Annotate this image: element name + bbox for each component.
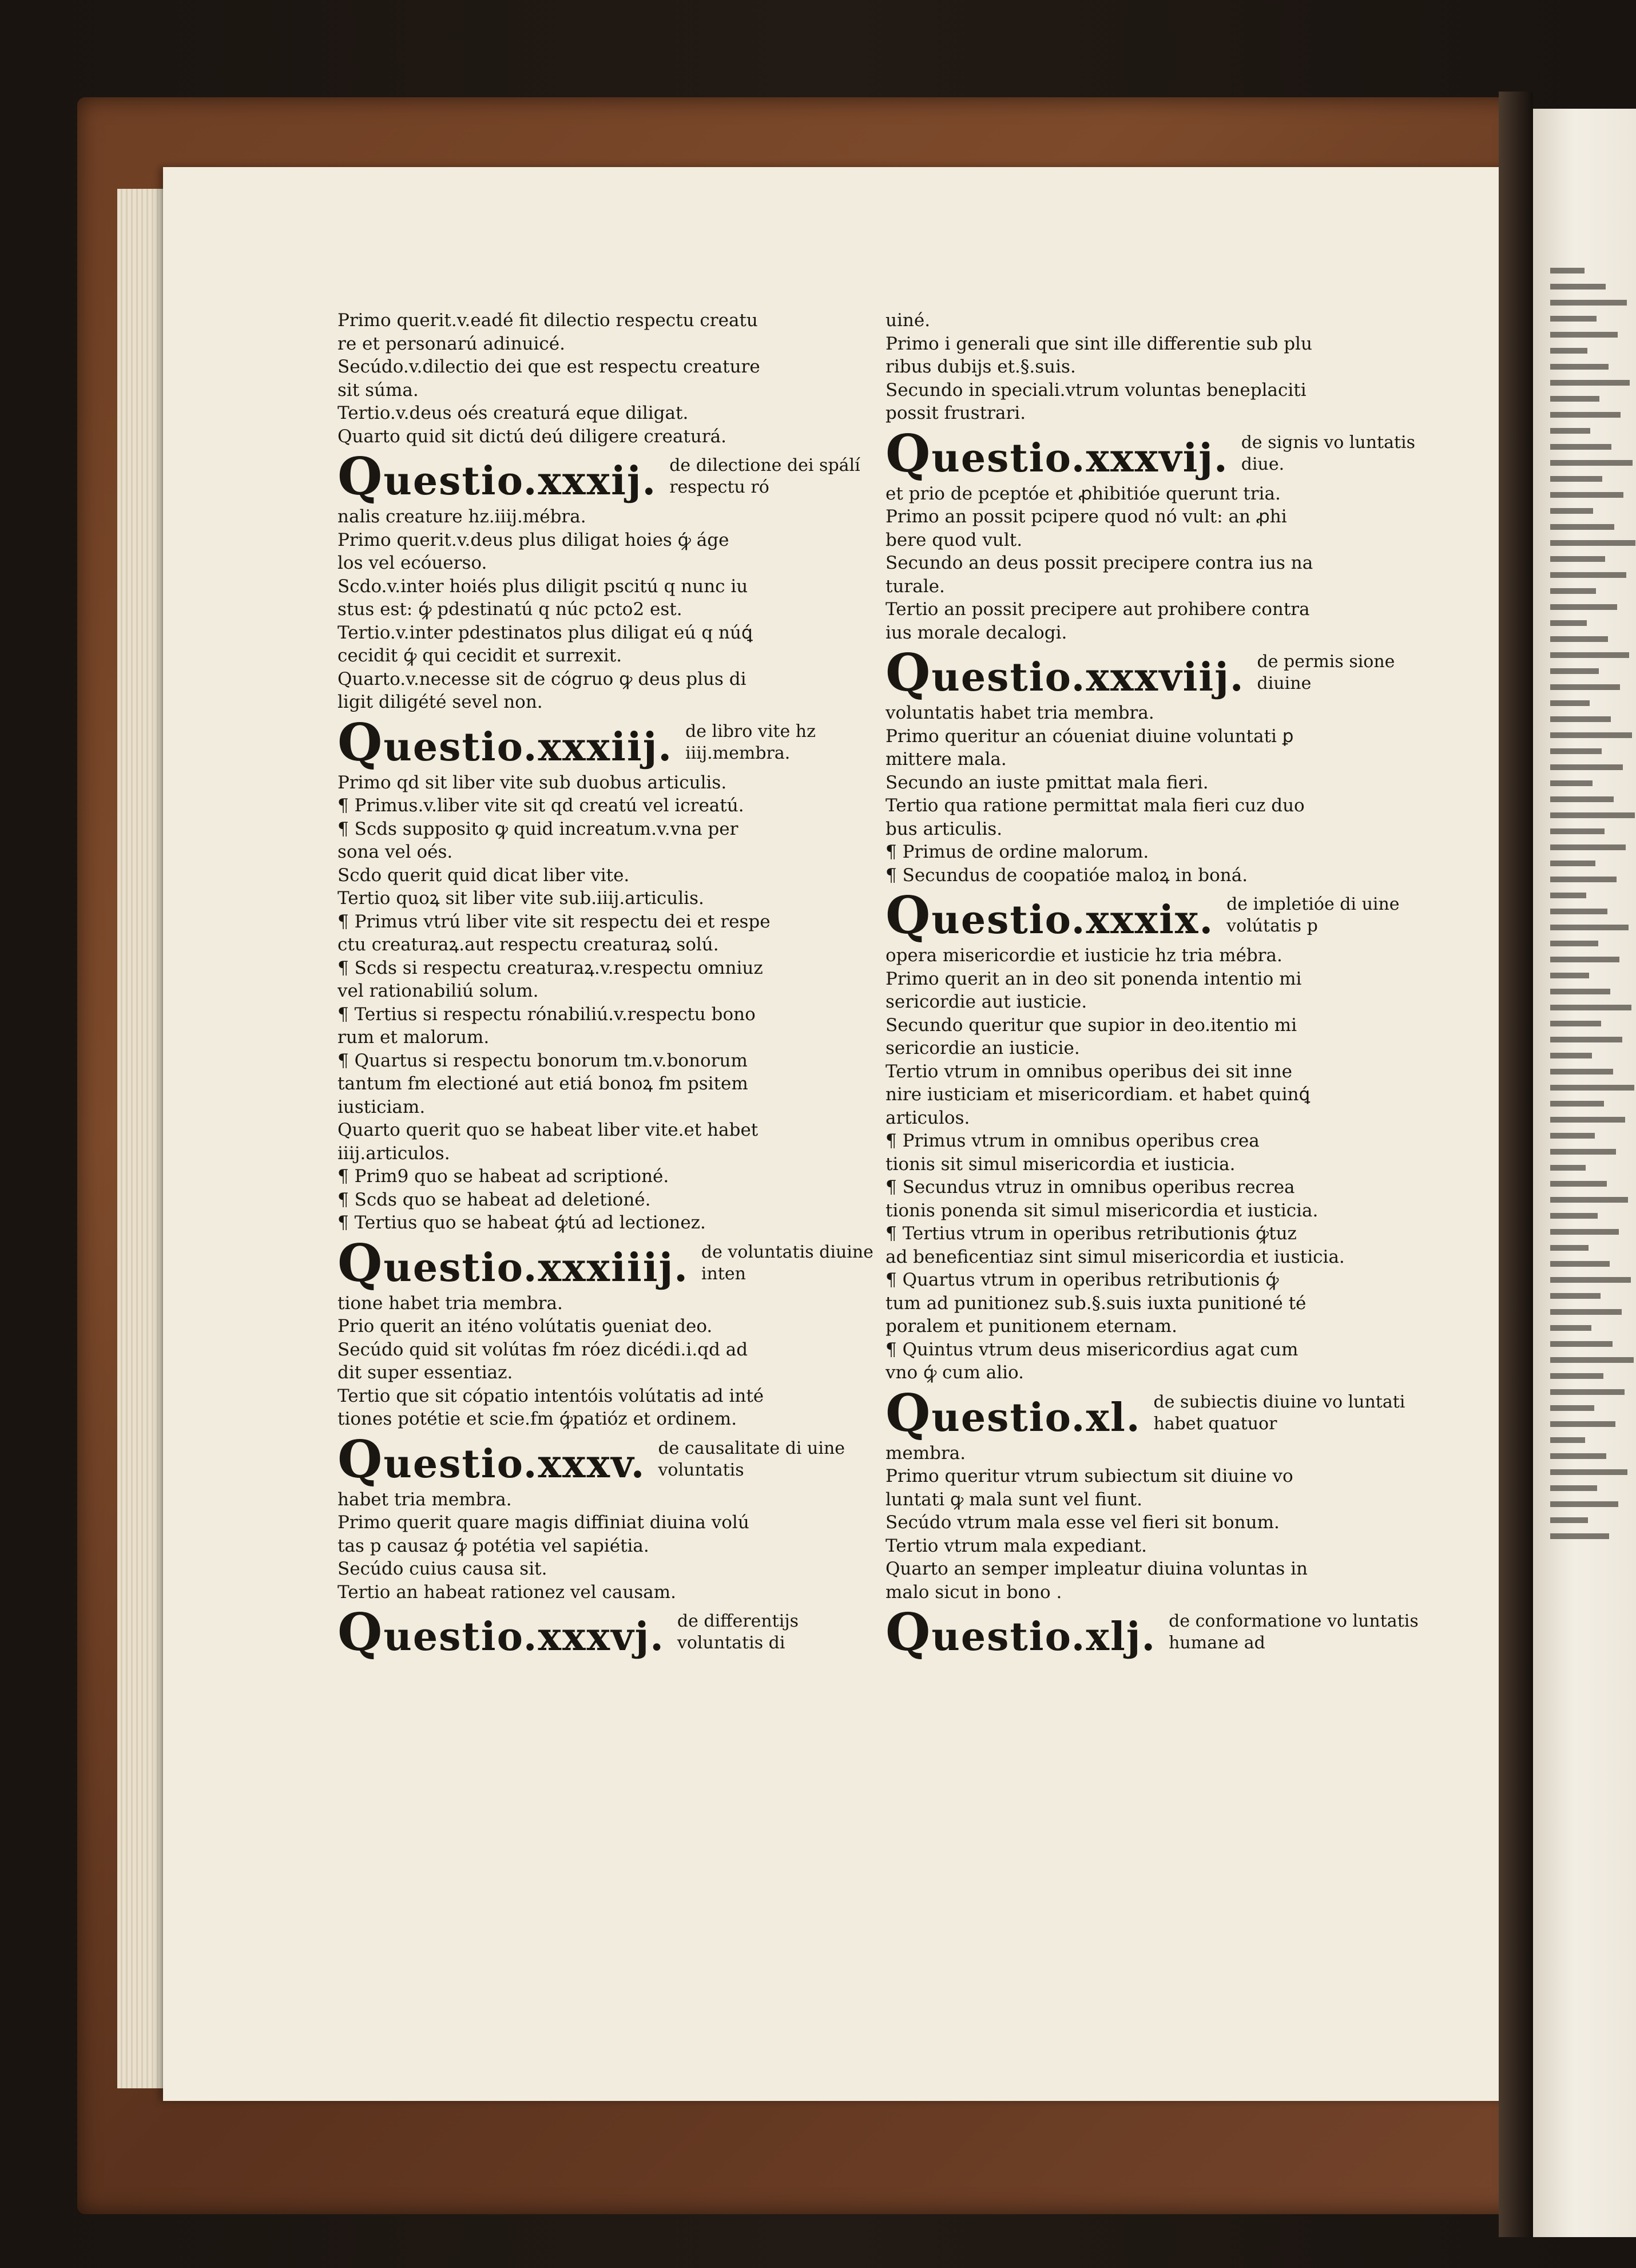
text-line: ¶ Scds quo se habeat ad deletioné. xyxy=(337,1189,651,1210)
facing-page-text-line xyxy=(1550,1149,1616,1155)
facing-page-text-line xyxy=(1550,1293,1601,1299)
text-line: tione habet tria membra. xyxy=(337,1292,563,1314)
text-line: ligit diligété sevel non. xyxy=(337,692,543,712)
facing-page-text-line xyxy=(1550,764,1623,770)
facing-page-text-line xyxy=(1550,941,1598,946)
facing-page-text-line xyxy=(1550,925,1629,930)
question-number: uestio.xxxvj. xyxy=(383,1614,665,1660)
initial-letter: Q xyxy=(885,1602,932,1663)
question-title xyxy=(885,1382,1141,1444)
text-line: Tertio.v.inter pdestinatos plus diligat eú q núꝗ́ xyxy=(337,622,753,643)
text-line: Tertio.v.deus oés creaturá eque diligat. xyxy=(337,403,689,423)
facing-page-text-line xyxy=(1550,476,1602,482)
facing-page-text-line xyxy=(1550,524,1614,530)
facing-page-text-line xyxy=(1550,732,1632,738)
text-line: tas p causaz ꝙ́ potétia vel sapiétia. xyxy=(337,1535,649,1556)
facing-page-text-line xyxy=(1550,492,1623,498)
question-number: uestio.xxxviij. xyxy=(931,655,1245,700)
facing-page-text-line xyxy=(1550,1101,1604,1107)
initial-letter: Q xyxy=(885,643,932,703)
facing-page-text-line xyxy=(1550,1021,1601,1026)
facing-page-text-line xyxy=(1550,1533,1609,1539)
text-line: Primo queritur vtrum subiectum sit diuine vo xyxy=(885,1466,1293,1486)
text-line: ¶ Tertius si respectu rónabiliú.v.respectu bono xyxy=(337,1004,756,1025)
facing-page-text-line xyxy=(1550,1309,1622,1315)
text-line: habet tria membra. xyxy=(337,1489,512,1510)
text-line: tiones potétie et scie.fm ꝙ́patióz et ordinem. xyxy=(337,1409,737,1429)
initial-letter: Q xyxy=(337,446,384,507)
text-line: vno ꝙ́ cum alio. xyxy=(885,1362,1024,1383)
question-title xyxy=(885,423,1229,484)
question-number: uestio.xxxiiij. xyxy=(383,1244,689,1291)
text-line: tantum fm electioné aut etiá bonoꝝ fm psitem xyxy=(337,1073,748,1094)
facing-page-text-line xyxy=(1550,700,1590,706)
text-line: tum ad punitionez sub.§.suis iuxta punitioné té xyxy=(885,1292,1307,1314)
facing-page-text-line xyxy=(1550,1453,1606,1459)
question-heading xyxy=(337,1429,875,1490)
facing-page-text-line xyxy=(1550,348,1587,354)
facing-page-text-line xyxy=(1550,1469,1627,1475)
question-subject: de permis sione diuine xyxy=(1257,652,1395,693)
text-line: ¶ Scds si respectu creaturaꝝ.v.respectu omniuz xyxy=(337,957,763,978)
question-title xyxy=(337,446,657,507)
initial-letter: Q xyxy=(337,1602,384,1663)
question-number: uestio.xxxij. xyxy=(383,458,657,504)
facing-page-text-line xyxy=(1550,444,1611,450)
question-title xyxy=(885,1602,1157,1663)
text-line: re et personarú adinuicé. xyxy=(337,333,565,354)
question-number: uestio.xl. xyxy=(931,1394,1141,1441)
facing-page-text-line xyxy=(1550,1133,1595,1139)
facing-page-text-line xyxy=(1550,957,1619,962)
text-line: iiij.articulos. xyxy=(337,1143,450,1164)
facing-page-text-line xyxy=(1550,1261,1610,1267)
question-heading xyxy=(337,446,875,507)
text-line: ¶ Primus vtrú liber vite sit respectu dei et respe xyxy=(337,911,771,932)
facing-page-text-line xyxy=(1550,1197,1628,1203)
text-line: Primo queritur an cóueniat diuine voluntati ꝑ xyxy=(885,725,1294,747)
text-line: Primo querit quare magis diffiniat diuina volú xyxy=(337,1512,749,1533)
facing-page-text-line xyxy=(1550,1389,1625,1395)
facing-page-text-line xyxy=(1550,861,1595,866)
facing-page-text-line xyxy=(1550,620,1587,626)
text-line: sericordie aut iusticie. xyxy=(885,992,1087,1012)
question-subject: de subiectis diuine vo luntati habet quatuor xyxy=(1153,1391,1405,1434)
facing-page-text-line xyxy=(1550,1213,1598,1219)
question-subject: de voluntatis diuine inten xyxy=(701,1242,873,1284)
facing-page-text-line xyxy=(1550,1405,1594,1411)
text-line: ¶ Primus.v.liber vite sit qd creatú vel icreatú. xyxy=(337,795,744,816)
text-line: ¶ Tertius quo se habeat ꝙ́tú ad lectionez. xyxy=(337,1212,706,1233)
facing-page-text-line xyxy=(1550,284,1606,290)
text-line: ¶ Quintus vtrum deus misericordius agat cum xyxy=(885,1339,1299,1360)
text-line: stus est: ꝙ́ pdestinatú q núc pcto2 est. xyxy=(337,599,682,620)
text-line: ¶ Prim9 quo se habeat ad scriptioné. xyxy=(337,1166,669,1187)
facing-page-text-line xyxy=(1550,652,1629,658)
text-line: et prio de pceptóe et ꝓhibitióe querunt tria. xyxy=(885,483,1281,504)
facing-page-text-line xyxy=(1550,572,1626,578)
text-line: tionis sit simul misericordia et iusticia. xyxy=(885,1153,1236,1175)
text-line: Secúdo vtrum mala esse vel fieri sit bonum. xyxy=(885,1512,1280,1533)
left-text-column xyxy=(337,309,875,1661)
text-line: bus articulis. xyxy=(885,818,1003,839)
question-heading xyxy=(885,643,1423,703)
text-line: ad beneficentiaz sint simul misericordia et iusticia. xyxy=(885,1246,1345,1267)
text-line: ius morale decalogi. xyxy=(885,622,1067,643)
facing-page-text-line xyxy=(1550,1501,1618,1507)
facing-page-text-line xyxy=(1550,668,1599,674)
facing-page-text-line xyxy=(1550,268,1585,273)
question-subject: de conformatione vo luntatis humane ad xyxy=(1169,1611,1419,1653)
question-heading xyxy=(337,1602,875,1663)
text-line: voluntatis habet tria membra. xyxy=(885,703,1154,723)
facing-page-text-line xyxy=(1550,316,1597,322)
text-line: Secúdo cuius causa sit. xyxy=(337,1559,547,1579)
text-line: mittere mala. xyxy=(885,749,1007,770)
question-subject: de impletióe di uine volútatis p xyxy=(1226,894,1400,936)
text-line: dit super essentiaz. xyxy=(337,1362,513,1383)
question-title xyxy=(885,643,1245,703)
question-heading xyxy=(337,712,875,773)
facing-page-text-line xyxy=(1550,300,1627,306)
facing-page-text-line xyxy=(1550,812,1635,818)
question-title xyxy=(337,1429,646,1490)
facing-page-text-line xyxy=(1550,460,1633,466)
facing-page-text-line xyxy=(1550,828,1605,834)
text-line: Primo querit.v.deus plus diligat hoies ꝙ́ áge xyxy=(337,529,729,550)
question-subject: de libro vite hz iiij.membra. xyxy=(685,721,816,763)
text-line: Tertio que sit cópatio intentóis volútatis ad inté xyxy=(337,1385,764,1406)
question-subject: de dilectione dei spálí respectu ró xyxy=(669,455,860,497)
facing-page-text-line xyxy=(1550,1437,1585,1443)
initial-letter: Q xyxy=(337,712,384,773)
text-line: ¶ Scds supposito ꝙ quid increatum.v.vna per xyxy=(337,818,738,839)
facing-page-text-line xyxy=(1550,380,1630,386)
text-line: ¶ Secundus de coopatióe maloꝝ in boná. xyxy=(885,865,1248,886)
text-line: cecidit ꝙ́ qui cecidit et surrexit. xyxy=(337,645,622,666)
facing-page-text-line xyxy=(1550,877,1617,882)
text-line: sona vel oés. xyxy=(337,842,453,862)
text-line: sericordie an iusticie. xyxy=(885,1038,1080,1058)
text-line: ¶ Primus vtrum in omnibus operibus crea xyxy=(885,1131,1260,1151)
facing-page-text-line xyxy=(1550,1357,1634,1363)
text-line: Tertio quoꝝ sit liber vite sub.iiij.articulis. xyxy=(337,888,704,909)
facing-page-strip xyxy=(1533,109,1636,2237)
question-heading xyxy=(885,885,1423,946)
facing-page-text-line xyxy=(1550,1037,1622,1042)
text-line: los vel ecóuerso. xyxy=(337,553,487,573)
facing-page-text-line xyxy=(1550,588,1596,594)
question-heading xyxy=(337,1232,875,1294)
initial-letter: Q xyxy=(337,1429,384,1490)
initial-letter: Q xyxy=(885,423,932,484)
facing-page-text-line xyxy=(1550,332,1618,338)
question-title xyxy=(337,1602,665,1663)
question-number: uestio.xxxix. xyxy=(931,897,1214,943)
facing-page-text-line xyxy=(1550,909,1607,914)
facing-page-text-line xyxy=(1550,796,1614,802)
text-line: Secundo queritur que supior in deo.itentio mi xyxy=(885,1014,1297,1036)
initial-letter: Q xyxy=(885,1382,932,1444)
book-gutter xyxy=(1499,92,1533,2237)
facing-page-text-line xyxy=(1550,556,1605,562)
facing-page-text-line xyxy=(1550,748,1602,754)
text-line: articulos. xyxy=(885,1107,970,1128)
text-line: ¶ Quartus vtrum in operibus retributionis ꝙ́ xyxy=(885,1270,1279,1290)
facing-page-text-line xyxy=(1550,1005,1631,1010)
text-line: Tertio vtrum in omnibus operibus dei sit inne xyxy=(885,1061,1293,1082)
text-line: Tertio an possit precipere aut prohibere contra xyxy=(885,599,1310,620)
facing-page-text-line xyxy=(1550,1421,1615,1427)
question-number: uestio.xxxvij. xyxy=(931,435,1229,481)
text-line: Tertio vtrum mala expediant. xyxy=(885,1535,1147,1556)
facing-page-text-line xyxy=(1550,1517,1588,1523)
facing-page-text-line xyxy=(1550,412,1621,418)
question-heading xyxy=(885,1382,1423,1444)
facing-page-text-line xyxy=(1550,540,1635,546)
facing-page-text-line xyxy=(1550,716,1611,722)
question-subject: de signis vo luntatis diue. xyxy=(1241,432,1416,474)
question-heading xyxy=(885,423,1423,484)
text-line: Secúdo.v.dilectio dei que est respectu creature xyxy=(337,356,760,377)
text-line: sit súma. xyxy=(337,379,419,401)
text-line: Tertio an habeat rationez vel causam. xyxy=(337,1581,676,1603)
text-line: Prio querit an iténo volútatis ꝯueniat deo. xyxy=(337,1316,713,1337)
text-line: Secundo an iuste pmittat mala fieri. xyxy=(885,772,1209,793)
facing-page-text-line xyxy=(1550,989,1610,994)
text-line: ¶ Secundus vtruz in omnibus operibus recrea xyxy=(885,1177,1295,1198)
text-line: luntati ꝙ mala sunt vel fiunt. xyxy=(885,1489,1142,1510)
text-line: membra. xyxy=(885,1442,966,1464)
text-line: Secundo an deus possit precipere contra ius na xyxy=(885,553,1313,573)
text-line: ribus dubijs et.§.suis. xyxy=(885,356,1076,377)
text-line: malo sicut in bono . xyxy=(885,1581,1062,1603)
text-line: Tertio qua ratione permittat mala fieri cuz duo xyxy=(885,795,1305,816)
facing-page-text-line xyxy=(1550,1485,1597,1491)
text-line: rum et malorum. xyxy=(337,1027,490,1048)
text-line: iusticiam. xyxy=(337,1096,426,1117)
question-number: uestio.xxxv. xyxy=(383,1441,646,1487)
facing-page-text-line xyxy=(1550,684,1620,690)
text-line: vel rationabiliú solum. xyxy=(337,981,539,1001)
facing-page-text-line xyxy=(1550,428,1590,434)
text-line: uiné. xyxy=(885,310,931,331)
facing-page-text-line xyxy=(1550,396,1599,402)
facing-page-text-line xyxy=(1550,973,1589,978)
right-text-column xyxy=(885,309,1423,1661)
text-line: Scdo.v.inter hoiés plus diligit pscitú q nunc iu xyxy=(337,576,748,597)
text-line: Primo an possit pcipere quod nó vult: an ꝓhi xyxy=(885,506,1287,527)
text-line: Quarto an semper impleatur diuina voluntas in xyxy=(885,1559,1308,1579)
question-number: uestio.xxxiij. xyxy=(383,724,673,770)
text-line: Scdo querit quid dicat liber vite. xyxy=(337,865,630,886)
facing-page-text-line xyxy=(1550,1325,1591,1331)
facing-page-text-line xyxy=(1550,1069,1613,1074)
text-line: Primo querit.v.eadé fit dilectio respectu creatu xyxy=(337,310,758,331)
text-line: turale. xyxy=(885,576,945,597)
text-line: tionis ponenda sit simul misericordia et iusticia. xyxy=(885,1200,1319,1221)
facing-page-text-line xyxy=(1550,604,1617,610)
facing-page-text-line xyxy=(1550,1181,1607,1187)
facing-page-text-line xyxy=(1550,1277,1631,1283)
page-edges xyxy=(117,189,169,2088)
facing-page-text-line xyxy=(1550,780,1593,786)
text-line: Primo qd sit liber vite sub duobus articulis. xyxy=(337,772,727,793)
text-line: ¶ Primus de ordine malorum. xyxy=(885,842,1149,862)
facing-page-text-line xyxy=(1550,893,1586,898)
text-line: ctu creaturaꝝ.aut respectu creaturaꝝ solú. xyxy=(337,934,719,955)
text-line: nire iusticiam et misericordiam. et habet quinꝗ́ xyxy=(885,1084,1311,1105)
text-line: Primo querit an in deo sit ponenda intentio mi xyxy=(885,968,1302,989)
text-line: Secundo in speciali.vtrum voluntas beneplaciti xyxy=(885,379,1307,401)
facing-page-text-line xyxy=(1550,844,1626,850)
facing-page-text-line xyxy=(1550,636,1608,642)
text-line: Secúdo quid sit volútas fm róez dicédi.i.qd ad xyxy=(337,1339,748,1360)
initial-letter: Q xyxy=(885,885,932,946)
facing-page-text-line xyxy=(1550,1373,1603,1379)
facing-page-text-line xyxy=(1550,1085,1634,1091)
facing-page-text-line xyxy=(1550,1245,1589,1251)
facing-page-text-line xyxy=(1550,1229,1619,1235)
facing-page-text-line xyxy=(1550,364,1609,370)
question-heading xyxy=(885,1602,1423,1663)
text-line: opera misericordie et iusticie hz tria mébra. xyxy=(885,945,1282,966)
text-line: ¶ Quartus si respectu bonorum tm.v.bonorum xyxy=(337,1050,748,1071)
text-line: Quarto querit quo se habeat liber vite.et habet xyxy=(337,1120,759,1140)
question-subject: de differentijs voluntatis di xyxy=(677,1611,799,1653)
initial-letter: Q xyxy=(337,1232,384,1294)
text-line: Quarto quid sit dictú deú diligere creaturá. xyxy=(337,426,727,447)
facing-page-text-line xyxy=(1550,1341,1613,1347)
question-title xyxy=(337,1232,689,1294)
facing-page-text-line xyxy=(1550,1165,1586,1171)
question-title xyxy=(885,885,1214,946)
text-line: poralem et punitionem eternam. xyxy=(885,1316,1177,1337)
facing-page-text-line xyxy=(1550,1053,1592,1058)
text-line: bere quod vult. xyxy=(885,529,1023,550)
text-line: Quarto.v.necesse sit de cógruo ꝙ deus plus di xyxy=(337,668,746,689)
question-number: uestio.xlj. xyxy=(931,1614,1157,1660)
text-line: Primo i generali que sint ille differentie sub plu xyxy=(885,333,1312,354)
text-line: possit frustrari. xyxy=(885,403,1026,423)
facing-page-text-line xyxy=(1550,1117,1625,1123)
facing-page-text-line xyxy=(1550,508,1593,514)
question-title xyxy=(337,712,673,773)
text-line: ¶ Tertius vtrum in operibus retributionis ꝙ́tuz xyxy=(885,1223,1297,1244)
question-subject: de causalitate di uine voluntatis xyxy=(658,1438,845,1480)
text-line: nalis creature hz.iiij.mébra. xyxy=(337,506,586,527)
